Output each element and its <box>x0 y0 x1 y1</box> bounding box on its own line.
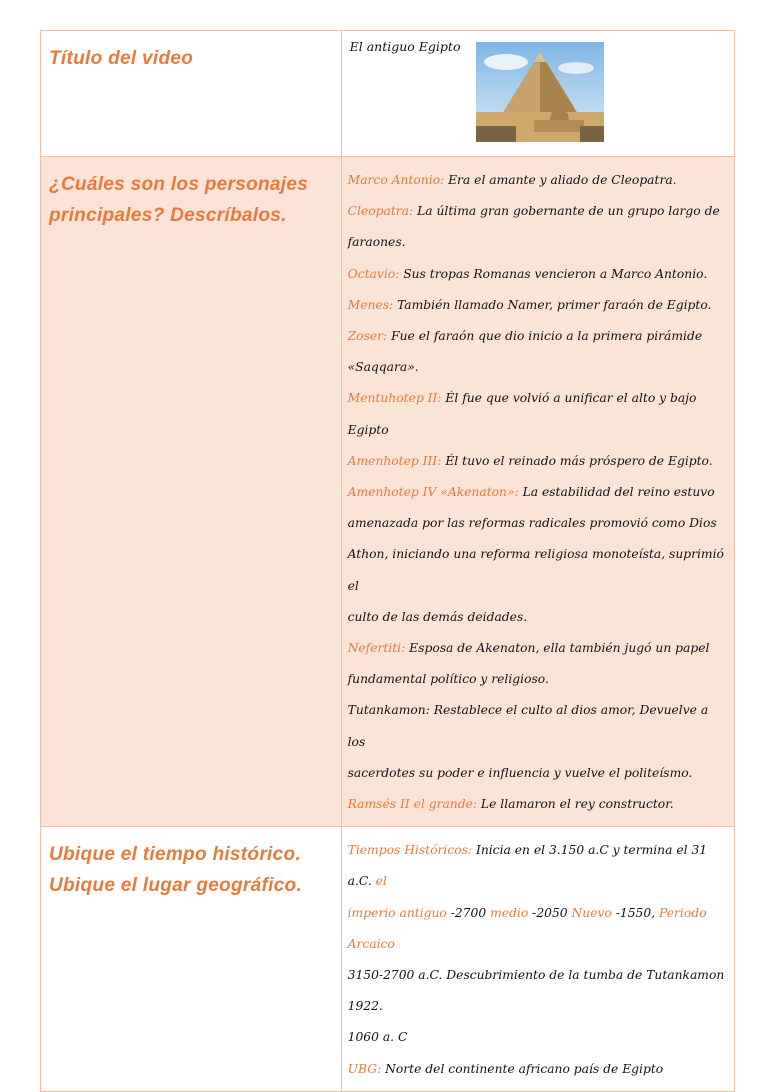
character-line <box>348 633 728 664</box>
character-description: fundamental político y religioso. <box>347 672 549 687</box>
character-description: Sus tropas Romanas vencieron a Marco Antonio. <box>399 266 708 281</box>
time-place-line <box>348 1022 728 1053</box>
character-line <box>348 196 728 227</box>
highlight-term: el <box>375 874 387 889</box>
label-cell <box>41 31 342 157</box>
character-line <box>348 477 728 508</box>
character-name: Amenhotep IV «Akenaton»: <box>347 485 519 500</box>
character-description: Athon, iniciando una reforma religiosa monoteísta, suprimió el <box>347 547 724 593</box>
worksheet-table <box>40 30 735 1092</box>
character-line <box>348 539 728 601</box>
character-name: Mentuhotep II: <box>347 391 442 406</box>
character-name: Octavio: <box>347 266 400 281</box>
time-place-line <box>348 835 728 897</box>
detail-text: -1550, <box>611 905 660 920</box>
character-description: Él fue que volvió a unificar el alto y bajo Egipto <box>347 391 697 437</box>
character-description: Él tuvo el reinado más próspero de Egipto. <box>441 453 713 468</box>
time-place-question: Ubique el tiempo histórico. Ubique el lugar geográfico. <box>49 844 303 897</box>
characters-question: ¿Cuáles son los personajes principales? Descríbalos. <box>49 174 309 226</box>
character-description: La estabilidad del reino estuvo <box>518 485 715 500</box>
row-time-place <box>41 827 735 1092</box>
character-line <box>348 352 728 383</box>
character-line <box>348 383 728 445</box>
time-place-line <box>348 898 728 960</box>
characters-list <box>342 157 734 826</box>
highlight-term: imperio antiguo <box>347 905 447 920</box>
detail-text: 1060 a. C <box>347 1030 408 1045</box>
character-name: Menes: <box>347 297 394 312</box>
highlight-term: Tiempos Históricos: <box>347 843 473 858</box>
detail-text: 3150-2700 a.C. Descubrimiento de la tumba de Tutankamon 1922. <box>347 968 725 1014</box>
time-place-list <box>342 827 734 1091</box>
character-line <box>348 227 728 258</box>
value-cell <box>341 827 734 1092</box>
character-description: amenazada por las reformas radicales promovió como Dios <box>347 516 717 531</box>
character-line <box>348 259 728 290</box>
character-name: Ramsés II el grande: <box>347 797 478 812</box>
pyramid-sphinx-image <box>476 42 604 142</box>
character-description: culto de las demás deidades. <box>347 609 528 624</box>
row-characters <box>41 157 735 827</box>
detail-text: Norte del continente africano país de Egipto <box>381 1061 664 1076</box>
video-title-value: El antiguo Egipto <box>349 39 461 54</box>
character-line <box>348 165 728 196</box>
highlight-term: Nuevo <box>571 905 612 920</box>
character-line <box>348 508 728 539</box>
character-line <box>348 602 728 633</box>
character-name: Nefertiti: <box>347 641 406 656</box>
video-title-label: Título del video <box>49 48 194 69</box>
character-line <box>348 789 728 820</box>
detail-text: -2050 <box>528 905 572 920</box>
character-description: La última gran gobernante de un grupo largo de <box>413 204 720 219</box>
character-description: Era el amante y aliado de Cleopatra. <box>444 173 677 187</box>
character-description: Le llamaron el rey constructor. <box>477 797 674 812</box>
character-description: Tutankamon: Restablece el culto al dios amor, Devuelve a los <box>347 703 709 749</box>
label-cell <box>41 827 342 1092</box>
detail-text: Inicia en el 3.150 a.C y termina el 31 a.C. <box>347 843 708 889</box>
character-description: Esposa de Akenaton, ella también jugó un papel <box>405 641 710 656</box>
detail-text: -2700 <box>446 905 491 920</box>
character-name: Zoser: <box>347 329 388 344</box>
label-cell <box>41 157 342 827</box>
character-description: Fue el faraón que dio inicio a la primera pirámide <box>387 329 703 344</box>
character-name: Marco Antonio: <box>347 173 445 187</box>
character-line <box>348 695 728 757</box>
row-video-title <box>41 31 735 157</box>
character-line <box>348 664 728 695</box>
character-line <box>348 290 728 321</box>
character-line <box>348 321 728 352</box>
character-name: Cleopatra: <box>347 204 414 219</box>
time-place-line <box>348 1054 728 1085</box>
character-description: También llamado Namer, primer faraón de Egipto. <box>393 297 712 312</box>
character-description: sacerdotes su poder e influencia y vuelve el politeísmo. <box>347 765 693 780</box>
character-description: «Saqqara». <box>347 360 419 375</box>
character-name: Amenhotep III: <box>347 453 442 468</box>
highlight-term: Periodo Arcaico <box>347 905 707 951</box>
value-cell <box>341 157 734 827</box>
character-line <box>348 758 728 789</box>
character-line <box>348 446 728 477</box>
highlight-term: medio <box>490 905 529 920</box>
time-place-line <box>348 960 728 1022</box>
character-description: faraones. <box>347 235 406 250</box>
highlight-term: UBG: <box>347 1061 382 1076</box>
